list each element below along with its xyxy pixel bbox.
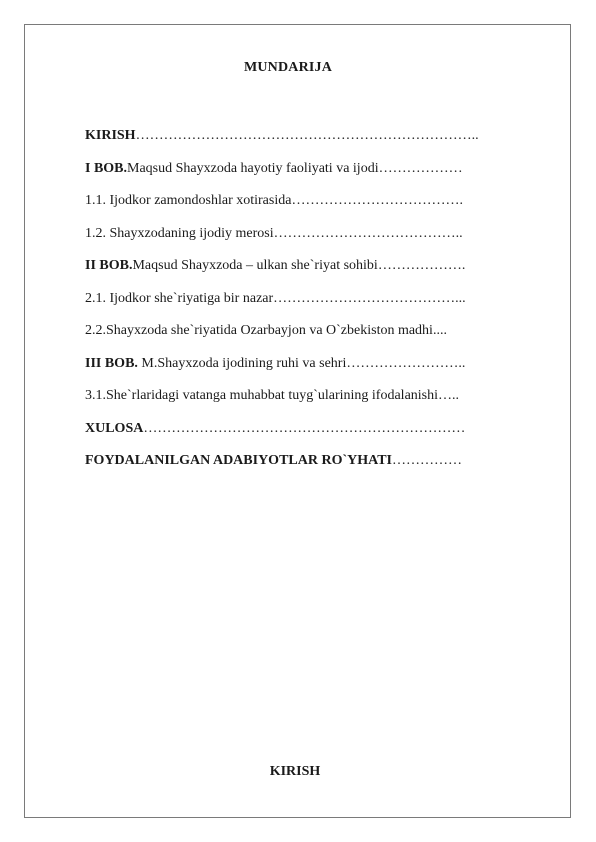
- toc-entry-kirish: [85, 128, 535, 143]
- toc-entry-2-1: [85, 291, 535, 306]
- toc-entry-bob-1: [85, 161, 535, 176]
- toc-entry-3-1: [85, 388, 535, 403]
- toc-entry-1-1: [85, 193, 535, 208]
- toc-entry-text: 3.1.She`rlaridagi vatanga muhabbat tuyg`ularining ifodalanishi…..: [85, 388, 460, 403]
- toc-entry-text: M.Shayxzoda ijodining ruhi va sehri: [137, 355, 347, 371]
- toc-entry-heading: I BOB.: [85, 160, 128, 176]
- table-of-contents: [85, 128, 535, 486]
- toc-entry-2-2: [85, 323, 535, 338]
- page-title: MUNDARIJA: [243, 60, 333, 75]
- toc-entry-text: 2.1. Ijodkor she`riyatiga bir nazar: [85, 290, 274, 306]
- toc-entry-leader: ………………: [378, 160, 463, 176]
- toc-entry-heading: XULOSA: [85, 420, 144, 436]
- toc-entry-heading: II BOB.: [85, 258, 133, 273]
- toc-entry-heading: KIRISH: [85, 128, 136, 143]
- toc-entry-bob-2: [85, 258, 535, 273]
- toc-entry-leader: …………………………………...: [273, 290, 466, 306]
- toc-entry-leader: ……………: [392, 453, 462, 468]
- toc-entry-text: 2.2.Shayxzoda she`riyatida Ozarbayjon va O`zbekiston madhi....: [85, 323, 447, 338]
- toc-entry-heading: III BOB.: [85, 355, 138, 371]
- section-heading-kirish: KIRISH: [269, 764, 321, 779]
- toc-entry-text: 1.1. Ijodkor zamondoshlar xotirasida: [85, 193, 292, 208]
- toc-entry-leader: ……………………………….: [291, 193, 463, 208]
- toc-entry-text: 1.2. Shayxzodaning ijodiy merosi: [85, 225, 274, 241]
- toc-entry-leader: ……………………..: [346, 355, 466, 371]
- toc-entry-text: Maqsud Shayxzoda – ulkan she`riyat sohibi: [132, 258, 378, 273]
- toc-entry-leader: ……………….: [377, 258, 466, 273]
- toc-entry-leader: …………………………………..: [273, 225, 463, 241]
- toc-entry-leader: ……………………………………………………………: [143, 420, 466, 436]
- toc-entry-adabiyotlar: [85, 453, 535, 468]
- toc-entry-bob-3: [85, 356, 535, 371]
- toc-entry-text: Maqsud Shayxzoda hayotiy faoliyati va ijodi: [127, 160, 379, 176]
- toc-entry-xulosa: [85, 421, 535, 436]
- toc-entry-leader: ………………………………………………………………..: [135, 128, 479, 143]
- toc-entry-1-2: [85, 226, 535, 241]
- toc-entry-heading: FOYDALANILGAN ADABIYOTLAR RO`YHATI: [85, 453, 392, 468]
